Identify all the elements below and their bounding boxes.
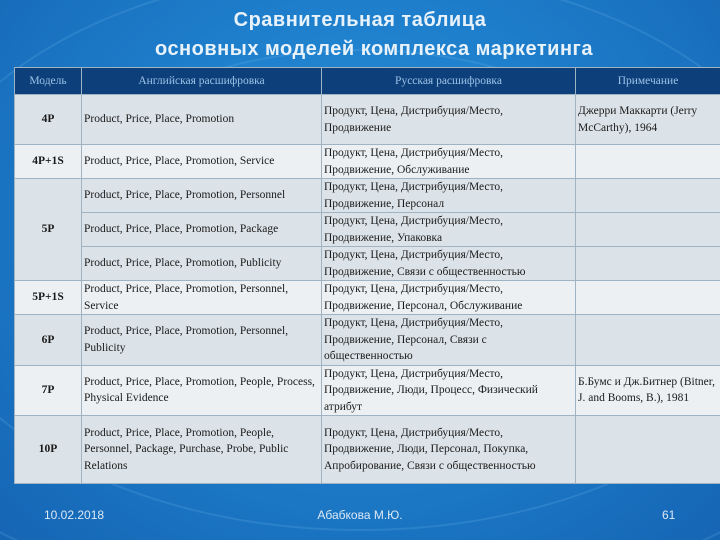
note-cell	[576, 213, 720, 247]
model-cell: 5P	[15, 179, 82, 281]
slide-title-line2: основных моделей комплекса маркетинга	[154, 38, 594, 60]
table-row	[15, 365, 720, 416]
header-english: Английская расшифровка	[82, 68, 322, 95]
english-cell: Product, Price, Place, Promotion, Service	[82, 145, 322, 179]
model-cell: 4P	[15, 95, 82, 145]
note-cell	[576, 247, 720, 281]
english-cell: Product, Price, Place, Promotion	[82, 95, 322, 145]
table-header-row	[15, 68, 720, 95]
russian-cell: Продукт, Цена, Дистрибуция/Место, Продвижение, Обслуживание	[322, 145, 576, 179]
note-cell	[576, 315, 720, 366]
header-note: Примечание	[576, 68, 720, 95]
table-row	[15, 145, 720, 179]
note-cell	[576, 179, 720, 213]
russian-cell: Продукт, Цена, Дистрибуция/Место, Продвижение, Люди, Персонал, Покупка, Апробирование, Связи с общественностью	[322, 416, 576, 484]
russian-cell: Продукт, Цена, Дистрибуция/Место, Продвижение, Персонал, Обслуживание	[322, 281, 576, 315]
model-cell: 10P	[15, 416, 82, 484]
russian-cell: Продукт, Цена, Дистрибуция/Место, Продвижение	[322, 95, 576, 145]
russian-cell: Продукт, Цена, Дистрибуция/Место, Продвижение, Люди, Процесс, Физический атрибут	[322, 365, 576, 416]
header-model: Модель	[15, 68, 82, 95]
english-cell: Product, Price, Place, Promotion, Personnel, Publicity	[82, 315, 322, 366]
table-row	[15, 281, 720, 315]
english-cell: Product, Price, Place, Promotion, Personnel	[82, 179, 322, 213]
table-row	[15, 247, 720, 281]
table-row	[15, 179, 720, 213]
footer-author: Абабкова М.Ю.	[317, 508, 403, 522]
english-cell: Product, Price, Place, Promotion, People, Personnel, Package, Purchase, Probe, Public Relations	[82, 416, 322, 484]
note-cell	[576, 145, 720, 179]
note-cell: Б.Бумс и Дж.Битнер (Bitner, J. and Booms, B.), 1981	[576, 365, 720, 416]
footer-date: 10.02.2018	[44, 508, 105, 522]
note-cell: Джерри Маккарти (Jerry McCarthy), 1964	[576, 95, 720, 145]
english-cell: Product, Price, Place, Promotion, Package	[82, 213, 322, 247]
note-cell	[576, 416, 720, 484]
slide-title-line1: Сравнительная таблица	[233, 9, 487, 31]
russian-cell: Продукт, Цена, Дистрибуция/Место, Продвижение, Связи с общественностью	[322, 247, 576, 281]
russian-cell: Продукт, Цена, Дистрибуция/Место, Продвижение, Персонал	[322, 179, 576, 213]
table-row	[15, 315, 720, 366]
table-row	[15, 213, 720, 247]
model-cell: 6P	[15, 315, 82, 366]
english-cell: Product, Price, Place, Promotion, People, Process, Physical Evidence	[82, 365, 322, 416]
model-cell: 4P+1S	[15, 145, 82, 179]
header-russian: Русская расшифровка	[322, 68, 576, 95]
russian-cell: Продукт, Цена, Дистрибуция/Место, Продвижение, Упаковка	[322, 213, 576, 247]
model-cell: 5P+1S	[15, 281, 82, 315]
table-row	[15, 95, 720, 145]
marketing-models-table	[14, 67, 720, 484]
note-cell	[576, 281, 720, 315]
model-cell: 7P	[15, 365, 82, 416]
english-cell: Product, Price, Place, Promotion, Publicity	[82, 247, 322, 281]
table-row	[15, 416, 720, 484]
footer-page-number: 61	[662, 508, 676, 522]
russian-cell: Продукт, Цена, Дистрибуция/Место, Продвижение, Персонал, Связи с общественностью	[322, 315, 576, 366]
english-cell: Product, Price, Place, Promotion, Personnel, Service	[82, 281, 322, 315]
